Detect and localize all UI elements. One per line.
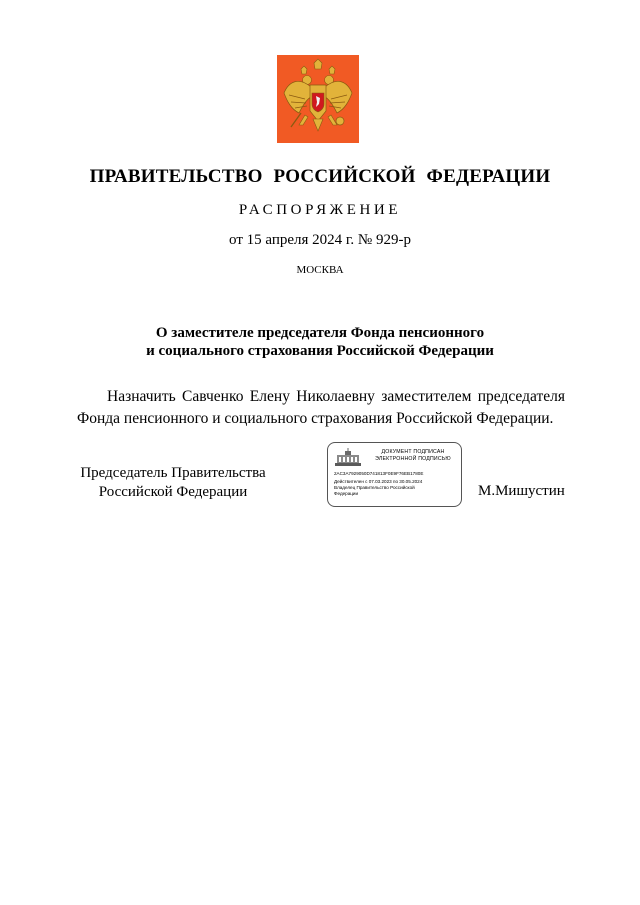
stamp-owner-line-1: Владелец Правительство Российской [334,485,415,490]
date-and-number: от 15 апреля 2024 г. № 929-р [229,232,411,248]
signer-position-line-1: Председатель Правительства [80,465,266,481]
stamp-title [366,449,460,463]
signer-position [64,464,282,502]
subject-line-2: и социального страхования Российской Федерации [146,343,494,359]
signer-position-line-2: Российской Федерации [98,484,248,500]
russian-coat-of-arms-icon [277,55,359,143]
subject-line-1: О заместителе председателя Фонда пенсионного [155,325,485,341]
stamp-validity: Действителен с 07.03.2023 по 30.05.2024 [334,479,423,484]
stamp-certificate: 2AC3A7929050D741813F0E9F76EB1780E [334,471,424,476]
electronic-signature-stamp [327,442,462,507]
stamp-owner-line-2: Федерации [334,491,359,496]
signer-name: М.Мишустин [478,483,565,499]
document-subject [0,324,640,360]
government-title: ПРАВИТЕЛЬСТВО РОССИЙСКОЙ ФЕДЕРАЦИИ [89,166,551,187]
stamp-title-line-1: ДОКУМЕНТ ПОДПИСАН [381,449,445,455]
city: МОСКВА [296,264,344,276]
order-text: Назначить Савченко Елену Николаевну заместителем председателя Фонда пенсионного и социального страхования Российской Федерации. [77,388,565,427]
document-type: РАСПОРЯЖЕНИЕ [238,202,402,218]
stamp-title-line-2: ЭЛЕКТРОННОЙ ПОДПИСЬЮ [375,456,451,462]
government-building-icon [334,448,362,468]
